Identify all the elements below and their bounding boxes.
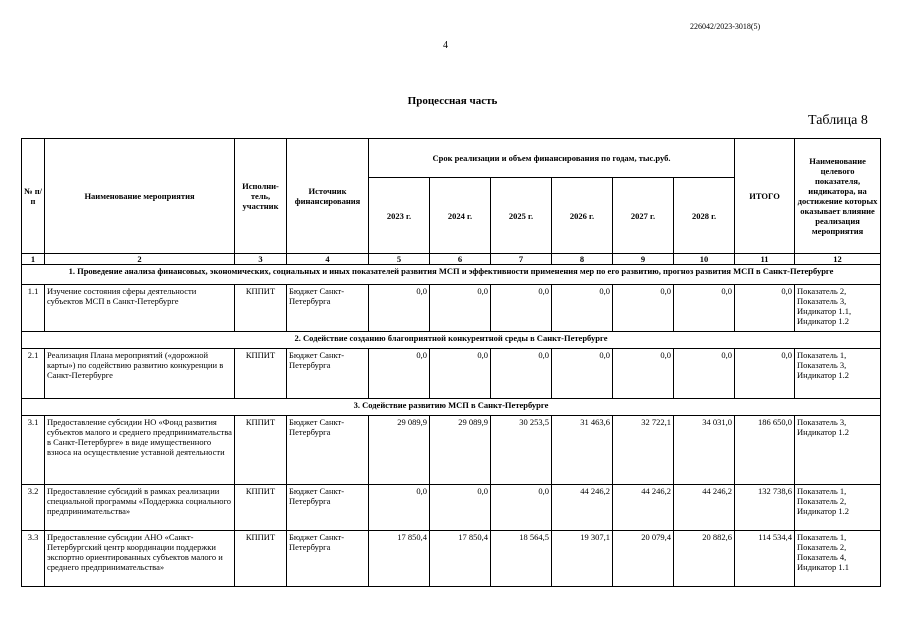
indicator-line: Индикатор 1.1 bbox=[797, 562, 850, 572]
indicator-line: Показатель 4, bbox=[797, 552, 847, 562]
header-year: 2026 г. bbox=[552, 178, 613, 254]
indicator-line: Показатель 3, bbox=[797, 417, 847, 427]
executor: КППИТ bbox=[235, 485, 287, 531]
activity-name: Изучение состояния сферы деятельности субъектов МСП в Санкт-Петербурге bbox=[45, 285, 235, 332]
section-title: 2. Содействие созданию благоприятной конкурентной среды в Санкт-Петербурге bbox=[22, 332, 881, 349]
year-value: 0,0 bbox=[613, 349, 674, 399]
header-source: Источник финансирования bbox=[287, 139, 369, 254]
year-value: 20 079,4 bbox=[613, 531, 674, 587]
year-value: 0,0 bbox=[369, 285, 430, 332]
header-year: 2024 г. bbox=[430, 178, 491, 254]
year-value: 44 246,2 bbox=[674, 485, 735, 531]
indicator-line: Индикатор 1.1, bbox=[797, 306, 852, 316]
header-total: ИТОГО bbox=[735, 139, 795, 254]
funding-source: Бюджет Санкт-Петербурга bbox=[287, 349, 369, 399]
table-row bbox=[22, 285, 881, 332]
indicator-line: Показатель 2, bbox=[797, 542, 847, 552]
year-value: 0,0 bbox=[491, 485, 552, 531]
year-value: 19 307,1 bbox=[552, 531, 613, 587]
column-number: 7 bbox=[491, 254, 552, 265]
indicator-line: Показатель 1, bbox=[797, 532, 847, 542]
executor: КППИТ bbox=[235, 285, 287, 332]
funding-source: Бюджет Санкт-Петербурга bbox=[287, 285, 369, 332]
total-value: 186 650,0 bbox=[735, 416, 795, 485]
section-row bbox=[22, 265, 881, 285]
total-value: 0,0 bbox=[735, 349, 795, 399]
indicators-cell bbox=[795, 416, 881, 485]
header-executor: Исполни- тель, участник bbox=[235, 139, 287, 254]
year-value: 0,0 bbox=[491, 349, 552, 399]
column-number: 10 bbox=[674, 254, 735, 265]
row-number: 1.1 bbox=[22, 285, 45, 332]
funding-source: Бюджет Санкт-Петербурга bbox=[287, 416, 369, 485]
total-value: 0,0 bbox=[735, 285, 795, 332]
total-value: 132 738,6 bbox=[735, 485, 795, 531]
indicators-cell bbox=[795, 349, 881, 399]
column-number: 2 bbox=[45, 254, 235, 265]
row-number: 2.1 bbox=[22, 349, 45, 399]
indicator-line: Индикатор 1.2 bbox=[797, 370, 850, 380]
header-name: Наименование мероприятия bbox=[45, 139, 235, 254]
column-number: 8 bbox=[552, 254, 613, 265]
table-row bbox=[22, 485, 881, 531]
column-number: 6 bbox=[430, 254, 491, 265]
year-value: 44 246,2 bbox=[552, 485, 613, 531]
executor: КППИТ bbox=[235, 531, 287, 587]
indicator-line: Индикатор 1.2 bbox=[797, 316, 850, 326]
year-value: 0,0 bbox=[613, 285, 674, 332]
year-value: 17 850,4 bbox=[369, 531, 430, 587]
header-period: Срок реализации и объем финансирования по годам, тыс.руб. bbox=[369, 139, 735, 178]
table-row bbox=[22, 531, 881, 587]
year-value: 0,0 bbox=[674, 349, 735, 399]
table-row bbox=[22, 349, 881, 399]
row-number: 3.2 bbox=[22, 485, 45, 531]
table-body bbox=[22, 265, 881, 587]
column-number: 11 bbox=[735, 254, 795, 265]
year-value: 0,0 bbox=[430, 485, 491, 531]
year-value: 18 564,5 bbox=[491, 531, 552, 587]
column-number: 3 bbox=[235, 254, 287, 265]
indicator-line: Показатель 3, bbox=[797, 296, 847, 306]
year-value: 44 246,2 bbox=[613, 485, 674, 531]
section-row bbox=[22, 399, 881, 416]
indicator-line: Показатель 2, bbox=[797, 286, 847, 296]
indicator-line: Показатель 3, bbox=[797, 360, 847, 370]
activity-name: Предоставление субсидии АНО «Санкт-Петербургский центр координации поддержки экспортно ориентированных субъектов малого и среднего предпринимательства» bbox=[45, 531, 235, 587]
page-title: Процессная часть bbox=[407, 95, 498, 107]
column-number: 5 bbox=[369, 254, 430, 265]
column-number: 9 bbox=[613, 254, 674, 265]
total-value: 114 534,4 bbox=[735, 531, 795, 587]
header-year: 2027 г. bbox=[613, 178, 674, 254]
indicator-line: Показатель 1, bbox=[797, 486, 847, 496]
year-value: 0,0 bbox=[491, 285, 552, 332]
year-value: 34 031,0 bbox=[674, 416, 735, 485]
header-year: 2025 г. bbox=[491, 178, 552, 254]
year-value: 0,0 bbox=[369, 349, 430, 399]
year-value: 0,0 bbox=[674, 285, 735, 332]
header-indicator: Наименование целевого показателя, индикатора, на достижение которых оказывает влияние реализация мероприятия bbox=[795, 139, 881, 254]
year-value: 0,0 bbox=[552, 349, 613, 399]
year-value: 0,0 bbox=[430, 349, 491, 399]
indicator-line: Показатель 2, bbox=[797, 496, 847, 506]
year-value: 0,0 bbox=[369, 485, 430, 531]
indicator-line: Индикатор 1.2 bbox=[797, 506, 850, 516]
indicators-cell bbox=[795, 285, 881, 332]
year-value: 29 089,9 bbox=[430, 416, 491, 485]
document-number: 226042/2023-3018(5) bbox=[690, 22, 761, 31]
column-number: 12 bbox=[795, 254, 881, 265]
activity-name: Предоставление субсидий в рамках реализации специальной программы «Поддержка социального предпринимательства» bbox=[45, 485, 235, 531]
row-number: 3.1 bbox=[22, 416, 45, 485]
indicators-cell bbox=[795, 485, 881, 531]
column-numbers-row bbox=[22, 254, 881, 265]
page-number: 4 bbox=[443, 40, 448, 51]
indicator-line: Показатель 1, bbox=[797, 350, 847, 360]
year-value: 20 882,6 bbox=[674, 531, 735, 587]
year-value: 30 253,5 bbox=[491, 416, 552, 485]
section-title: 3. Содействие развитию МСП в Санкт-Петербурге bbox=[22, 399, 881, 416]
activity-name: Предоставление субсидии НО «Фонд развития субъектов малого и среднего предпринимательства в Санкт-Петербурге» в виде имущественного взноса на осуществление уставной деятельности bbox=[45, 416, 235, 485]
section-title: 1. Проведение анализа финансовых, экономических, социальных и иных показателей развития МСП и эффективности применения мер по его развитию, прогноз развития МСП в Санкт-Петербурге bbox=[22, 265, 881, 285]
column-number: 4 bbox=[287, 254, 369, 265]
header-num: № п/п bbox=[22, 139, 45, 254]
table-row bbox=[22, 416, 881, 485]
year-value: 31 463,6 bbox=[552, 416, 613, 485]
header-year: 2023 г. bbox=[369, 178, 430, 254]
section-row bbox=[22, 332, 881, 349]
year-value: 0,0 bbox=[430, 285, 491, 332]
executor: КППИТ bbox=[235, 349, 287, 399]
year-value: 29 089,9 bbox=[369, 416, 430, 485]
funding-source: Бюджет Санкт-Петербурга bbox=[287, 485, 369, 531]
activity-name: Реализация Плана мероприятий («дорожной карты») по содействию развитию конкуренции в Санкт-Петербурге bbox=[45, 349, 235, 399]
row-number: 3.3 bbox=[22, 531, 45, 587]
year-value: 32 722,1 bbox=[613, 416, 674, 485]
indicator-line: Индикатор 1.2 bbox=[797, 427, 850, 437]
table-label: Таблица 8 bbox=[808, 113, 868, 128]
year-value: 0,0 bbox=[552, 285, 613, 332]
executor: КППИТ bbox=[235, 416, 287, 485]
process-table bbox=[21, 138, 881, 587]
column-number: 1 bbox=[22, 254, 45, 265]
funding-source: Бюджет Санкт-Петербурга bbox=[287, 531, 369, 587]
year-value: 17 850,4 bbox=[430, 531, 491, 587]
indicators-cell bbox=[795, 531, 881, 587]
header-year: 2028 г. bbox=[674, 178, 735, 254]
